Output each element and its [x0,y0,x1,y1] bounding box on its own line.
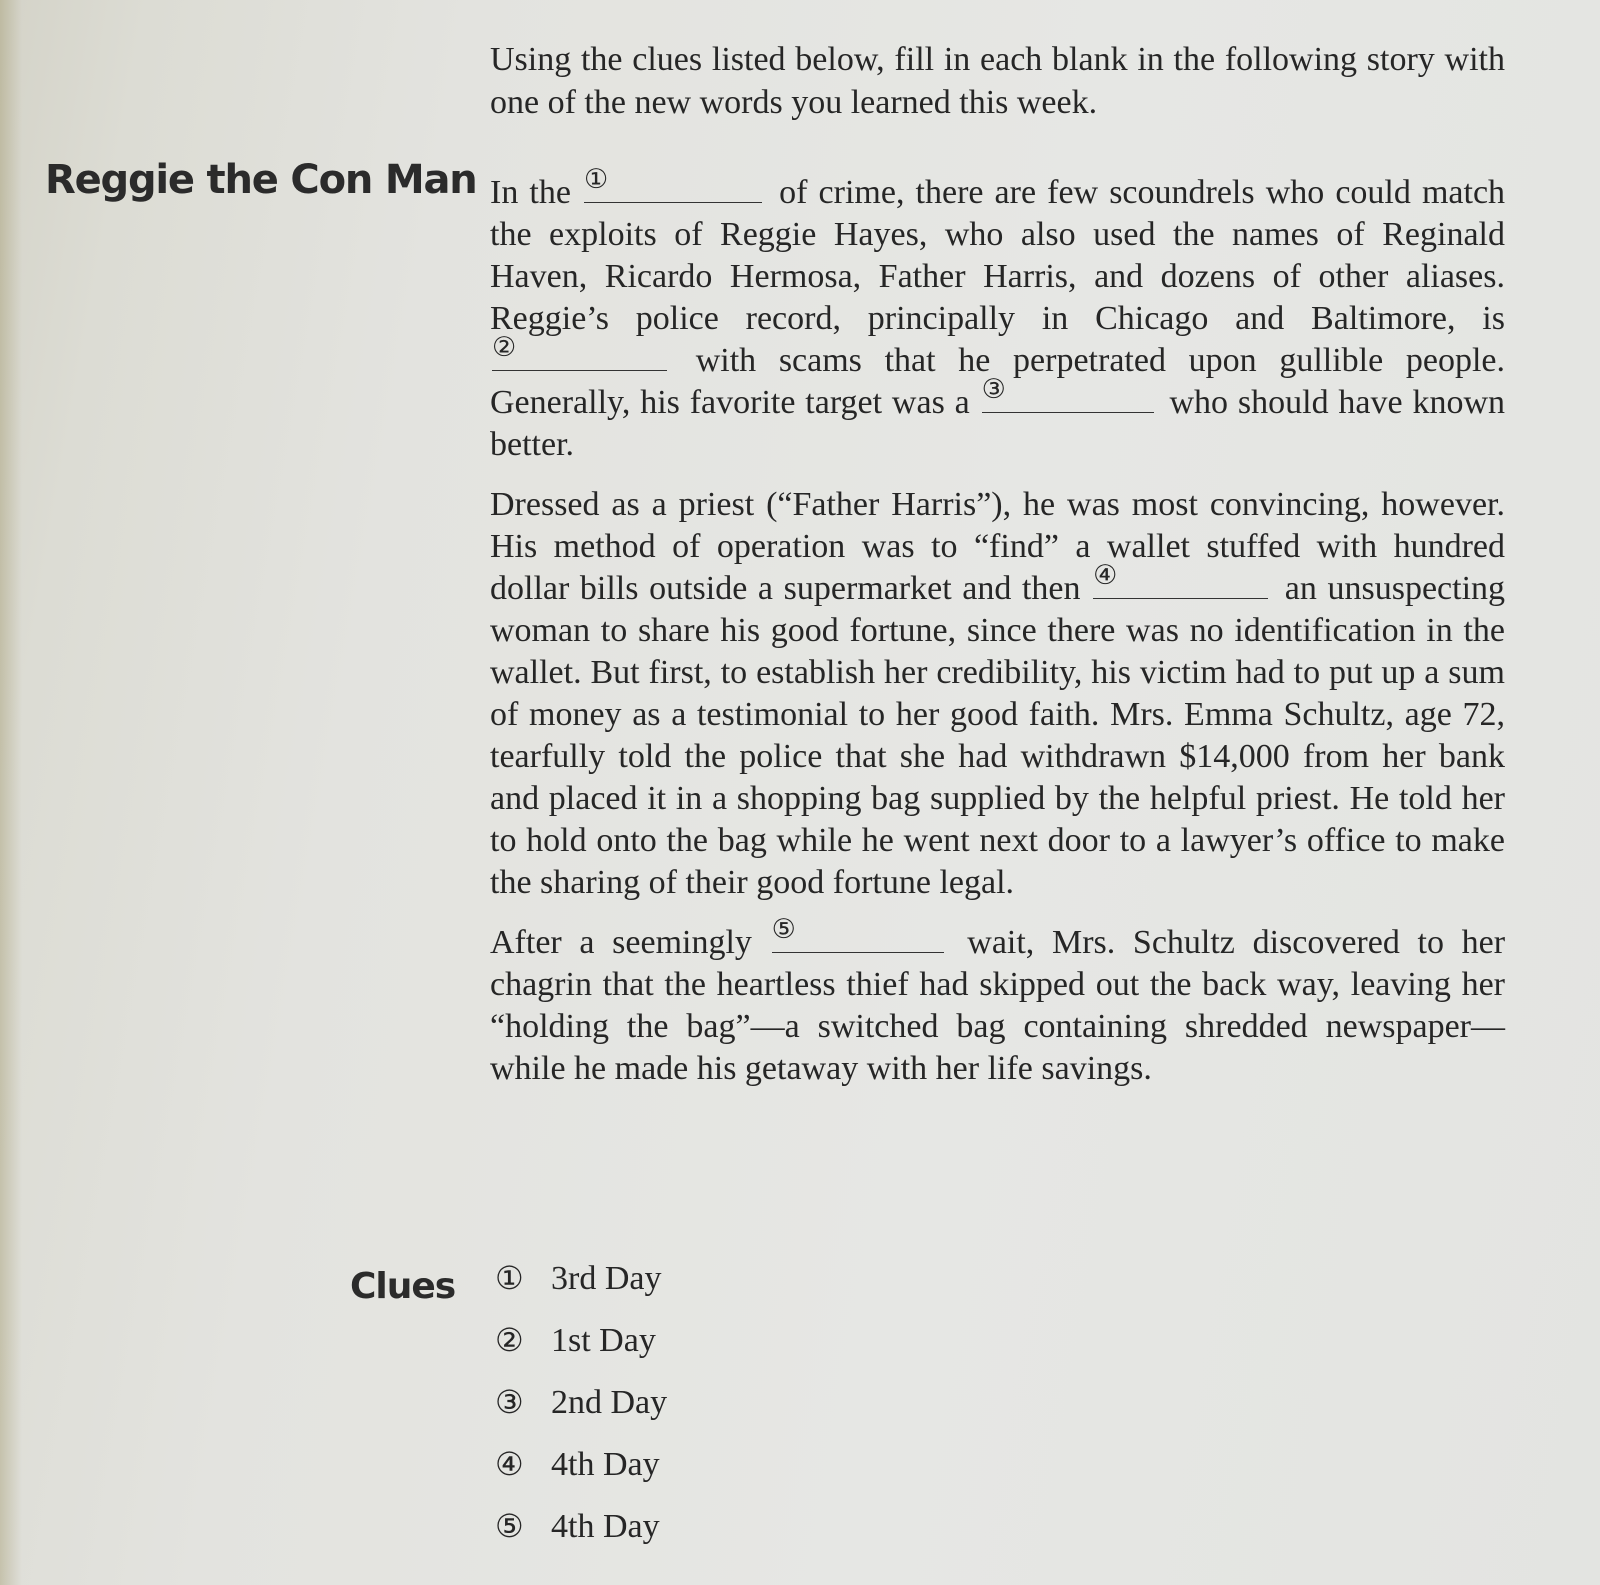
blank-4[interactable] [1093,560,1268,599]
blank-number: ③ [981,374,1006,405]
page-spine-shadow [0,0,22,1585]
paragraph-text: with scams that he perpetrated upon gullible people. Generally, his favorite target was a [490,342,1506,421]
clue-item [495,1320,667,1382]
story-paragraph-2 [490,484,1505,904]
clue-item [495,1258,667,1320]
story-title: Reggie the Con Man [45,157,477,203]
blank-2[interactable] [492,332,667,371]
blank-1[interactable] [584,164,762,203]
blank-number: ④ [1093,560,1118,591]
paragraph-text: wait, Mrs. Schultz discovered to her chagrin that the heartless thief had skipped out the back way, leaving her “holding the bag”—a switched bag containing shredded newspaper—while he made his getaway with her life savings. [490,924,1506,1087]
clue-text: 1st Day [551,1322,656,1359]
paragraph-text: In the [490,174,571,211]
clue-number: ⑤ [495,1507,524,1545]
clue-number: ④ [495,1445,524,1483]
blank-number: ① [584,164,609,195]
story-paragraph-1 [490,164,1506,466]
clue-item [495,1444,667,1506]
paragraph-text: an unsuspecting woman to share his good fortune, since there was no identification in the wallet. But first, to establish her credibility, his victim had to put up a sum of money as a testimonial to her good faith. Mrs. Emma Schultz, age 72, tearfully told the police that she had withdrawn $14,000 from her bank and placed it in a shopping bag supplied by the helpful priest. He told her to hold onto the bag while he went next door to a lawyer’s office to make the sharing of their good fortune legal. [490,570,1506,901]
clue-item [495,1382,667,1444]
clue-number: ③ [495,1383,524,1421]
clue-number: ② [495,1321,524,1359]
story-paragraph-3 [490,914,1506,1090]
paragraph-text: of crime, there are few scoundrels who could match the exploits of Reggie Hayes, who also used the names of Reginald Haven, Ricardo Hermosa, Father Harris, and dozens of other aliases. Reggie’s police record, principally in Chicago and Baltimore, is [490,174,1506,337]
paragraph-text: After a seemingly [490,924,752,961]
clue-text: 4th Day [551,1508,660,1545]
clue-text: 3rd Day [551,1260,662,1297]
clues-heading: Clues [350,1266,456,1307]
blank-3[interactable] [981,374,1154,413]
story-body [490,164,1506,1108]
clue-item [495,1506,667,1568]
blank-number: ② [492,332,517,363]
paragraph-text: who should have known better. [490,384,1506,463]
clue-text: 4th Day [551,1446,660,1483]
paragraph-text: Dressed as a priest (“Father Harris”), he was most convincing, however. His method of operation was to “find” a wallet stuffed with hundred dollar bills outside a supermarket and then [490,486,1505,607]
clues-list [495,1258,667,1568]
instructions-text: Using the clues listed below, fill in each blank in the following story with one of the new words you learned this week. [490,41,1505,121]
clue-text: 2nd Day [551,1384,668,1421]
clue-number: ① [495,1259,524,1297]
blank-5[interactable] [771,914,944,953]
blank-number: ⑤ [771,914,796,945]
